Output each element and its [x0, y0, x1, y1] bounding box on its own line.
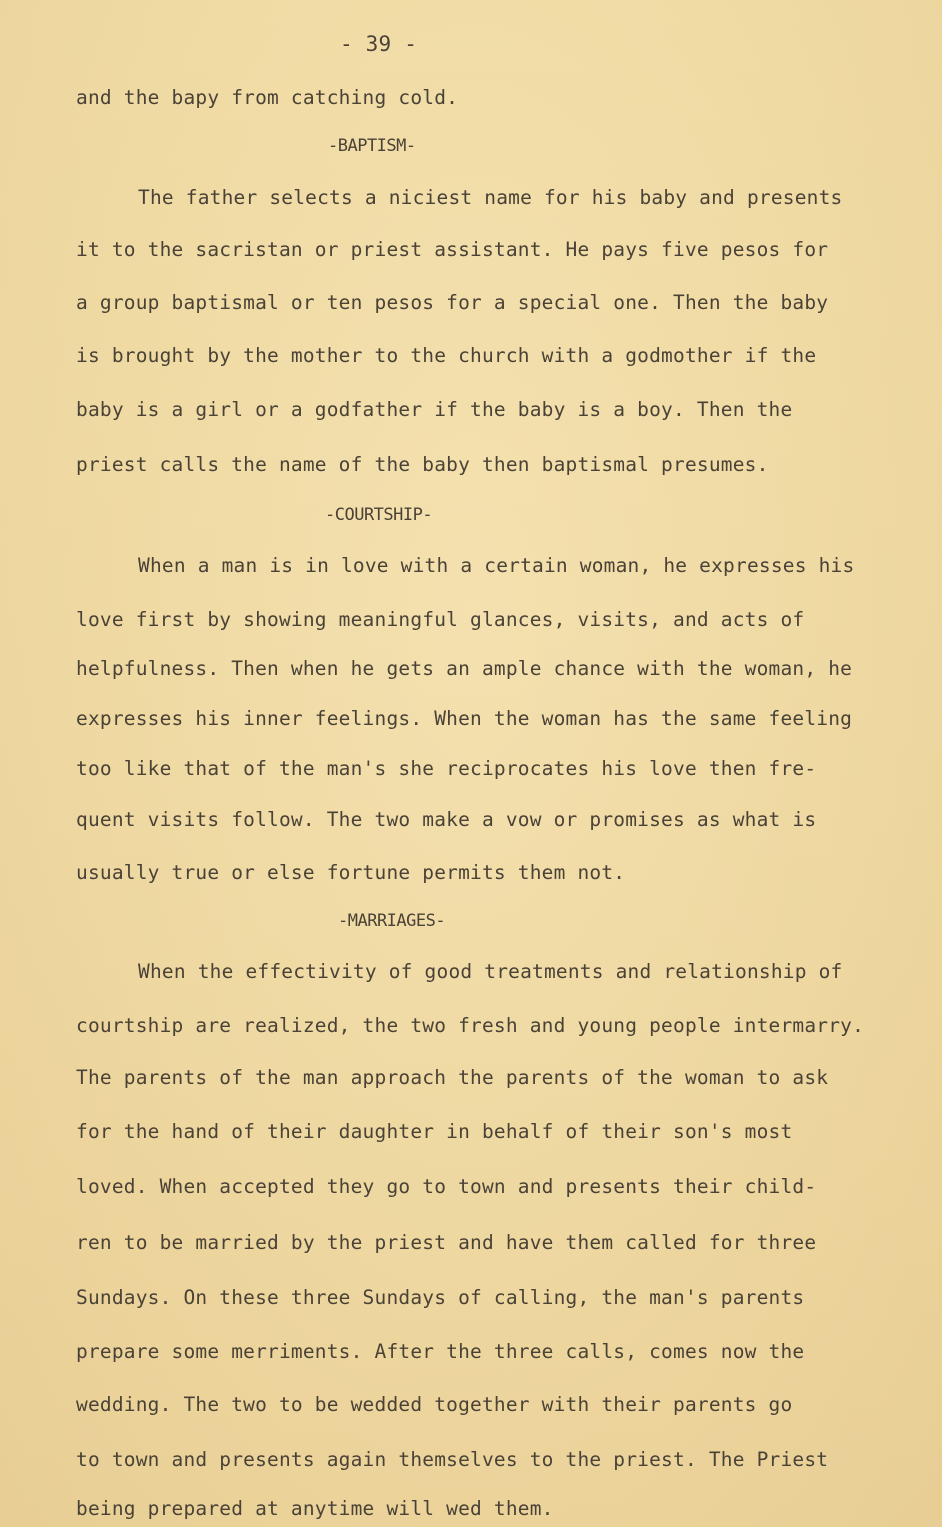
courtship-line-5: too like that of the man's she reciprocates his love then fre- [76, 757, 817, 780]
marriages-line-5: loved. When accepted they go to town and presents their child- [76, 1175, 817, 1198]
continuation-line: and the bapy from catching cold. [76, 86, 459, 109]
marriages-line-9: wedding. The two to be wedded together with their parents go [76, 1393, 793, 1416]
courtship-line-7: usually true or else fortune permits them not. [76, 861, 626, 884]
courtship-line-2: love first by showing meaningful glances, visits, and acts of [76, 608, 805, 631]
marriages-line-7: Sundays. On these three Sundays of calling, the man's parents [76, 1286, 805, 1309]
baptism-line-5: baby is a girl or a godfather if the baby is a boy. Then the [76, 398, 793, 421]
baptism-line-4: is brought by the mother to the church with a godmother if the [76, 344, 817, 367]
baptism-line-3: a group baptismal or ten pesos for a special one. Then the baby [76, 291, 829, 314]
marriages-line-10: to town and presents again themselves to the priest. The Priest [76, 1448, 829, 1471]
marriages-line-1: When the effectivity of good treatments and relationship of [138, 960, 843, 983]
courtship-line-6: quent visits follow. The two make a vow or promises as what is [76, 808, 817, 831]
marriages-line-6: ren to be married by the priest and have them called for three [76, 1231, 817, 1254]
marriages-line-8: prepare some merriments. After the three calls, comes now the [76, 1340, 805, 1363]
baptism-line-2: it to the sacristan or priest assistant. He pays five pesos for [76, 238, 829, 261]
courtship-line-3: helpfulness. Then when he gets an ample chance with the woman, he [76, 657, 853, 680]
section-heading-baptism: -BAPTISM- [328, 136, 416, 156]
courtship-line-4: expresses his inner feelings. When the woman has the same feeling [76, 707, 853, 730]
baptism-line-6: priest calls the name of the baby then baptismal presumes. [76, 453, 769, 476]
section-heading-courtship: -COURTSHIP- [325, 505, 433, 525]
page-number: - 39 - [340, 32, 418, 56]
section-heading-marriages: -MARRIAGES- [338, 911, 446, 931]
marriages-line-3: The parents of the man approach the parents of the woman to ask [76, 1066, 829, 1089]
marriages-line-2: courtship are realized, the two fresh and young people intermarry. [76, 1014, 865, 1037]
baptism-line-1: The father selects a niciest name for his baby and presents [138, 186, 843, 209]
courtship-line-1: When a man is in love with a certain woman, he expresses his [138, 554, 855, 577]
marriages-line-4: for the hand of their daughter in behalf of their son's most [76, 1120, 793, 1143]
marriages-line-11: being prepared at anytime will wed them. [76, 1497, 554, 1520]
